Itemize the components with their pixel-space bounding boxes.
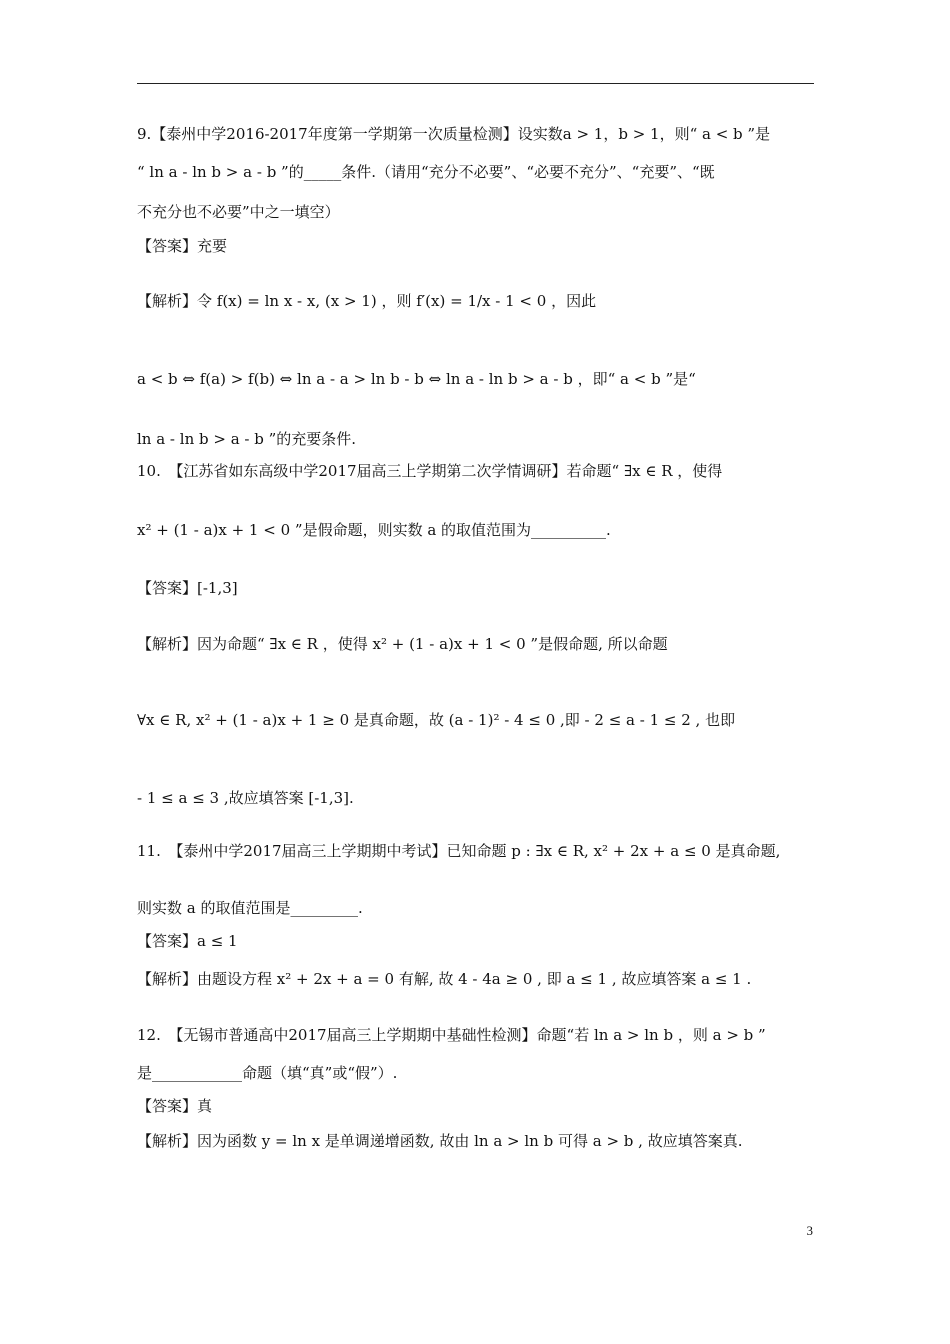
q10-solution-line1: 【解析】因为命题“ ∃x ∈ R ，使得 x² + (1 - a)x + 1 < 0 ”是假命题, 所以命题 (137, 635, 668, 653)
q9-answer: 【答案】充要 (137, 237, 228, 255)
q12-solution: 【解析】因为函数 y = ln x 是单调递增函数, 故由 ln a > ln b 可得 a > b , 故应填答案真. (137, 1132, 743, 1150)
q9-line1: 9.【泰州中学2016-2017年度第一学期第一次质量检测】设实数a > 1，b > 1，则“ a < b ”是 (137, 125, 771, 143)
q9-solution-line2: a < b ⇔ f(a) > f(b) ⇔ ln a - a > ln b - b ⇔ ln a - ln b > a - b ，即“ a < b ”是“ (137, 370, 696, 388)
q11-line1: 11. 【泰州中学2017届高三上学期期中考试】已知命题 p : ∃x ∈ R, x² + 2x + a ≤ 0 是真命题, (137, 842, 781, 860)
q11-answer: 【答案】a ≤ 1 (137, 932, 238, 950)
q12-answer: 【答案】真 (137, 1097, 213, 1115)
q12-line2: 是____________命题（填“真”或“假”）. (137, 1064, 398, 1082)
q12-line1: 12. 【无锡市普通高中2017届高三上学期期中基础性检测】命题“若 ln a > ln b ，则 a > b ” (137, 1026, 766, 1044)
q10-solution-line3: - 1 ≤ a ≤ 3 ,故应填答案 [-1,3]. (137, 789, 354, 807)
q10-solution-line2: ∀x ∈ R, x² + (1 - a)x + 1 ≥ 0 是真命题，故 (a - 1)² - 4 ≤ 0 ,即 - 2 ≤ a - 1 ≤ 2 , 也即 (137, 711, 736, 729)
q10-line1: 10. 【江苏省如东高级中学2017届高三上学期第二次学情调研】若命题“ ∃x ∈ R ，使得 (137, 462, 723, 480)
q11-solution: 【解析】由题设方程 x² + 2x + a = 0 有解, 故 4 - 4a ≥ 0 , 即 a ≤ 1 , 故应填答案 a ≤ 1 . (137, 970, 752, 988)
q11-line2: 则实数 a 的取值范围是_________. (137, 899, 363, 917)
header-rule (137, 83, 814, 84)
q9-solution-line3: ln a - ln b > a - b ”的充要条件. (137, 430, 357, 448)
q10-line2: x² + (1 - a)x + 1 < 0 ”是假命题，则实数 a 的取值范围为__________. (137, 521, 611, 539)
q9-line2: “ ln a - ln b > a - b ”的_____条件.（请用“充分不必要”、“必要不充分”、“充要”、“既 (137, 163, 715, 181)
q9-line3: 不充分也不必要”中之一填空） (137, 203, 340, 221)
page-number: 3 (806, 1223, 813, 1238)
q10-answer: 【答案】[-1,3] (137, 579, 238, 597)
q9-solution-line1: 【解析】令 f(x) = ln x - x, (x > 1) ，则 f′(x) = 1/x - 1 < 0 ，因此 (137, 292, 597, 310)
